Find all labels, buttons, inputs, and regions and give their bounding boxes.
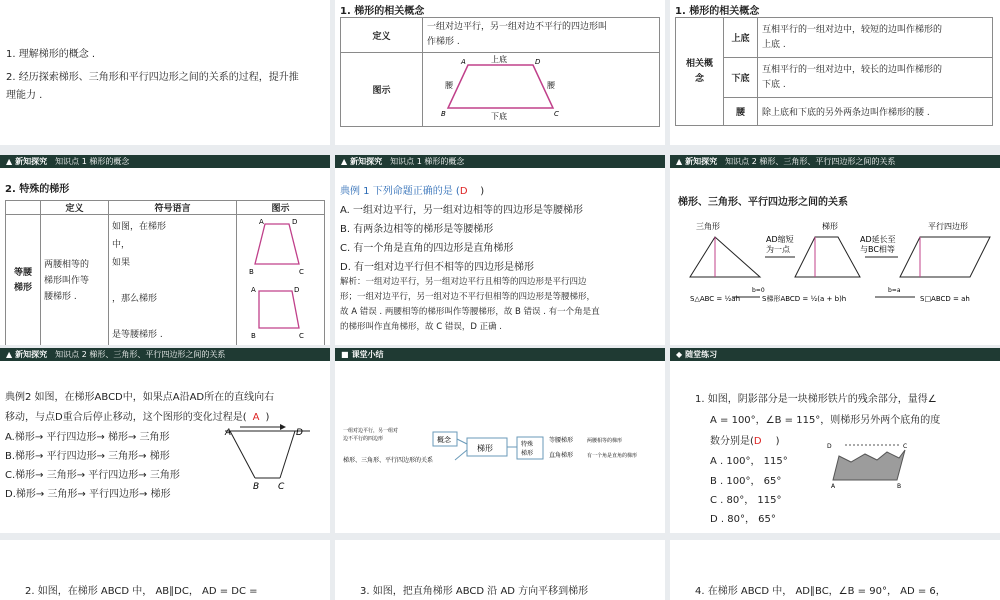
term-upper-base: 上底: [724, 18, 758, 58]
example2-line1: 典例2 如图，在梯形ABCD中，如果点A沿AD所在的直线向右: [5, 392, 275, 403]
slide-trapezoid-terms[interactable]: [670, 0, 1000, 145]
svg-text:A: A: [225, 428, 232, 438]
slide-shape-relations[interactable]: [670, 155, 1000, 345]
svg-text:特殊: 特殊: [521, 441, 534, 448]
term-leg: 腰: [724, 98, 758, 126]
rocket-icon: ▲: [6, 350, 13, 359]
pencil-icon: ◆: [676, 350, 683, 359]
option-b: B. 有两条边相等的梯形是等腰梯形: [340, 224, 494, 235]
svg-text:梯形: 梯形: [822, 222, 838, 231]
svg-text:B: B: [441, 110, 446, 118]
svg-text:B: B: [251, 331, 256, 340]
option-a: A. 一组对边平行，另一组对边相等的四边形是等腰梯形: [340, 205, 584, 216]
slide-header: ◆ 随堂练习: [670, 348, 1000, 361]
option-b: B.梯形→ 平行四边形→ 三角形→ 梯形: [5, 451, 170, 462]
practice1-line3: 数分别是(D ): [710, 436, 780, 447]
section-title: 1. 梯形的相关概念: [675, 6, 760, 17]
slide-practice-2[interactable]: [0, 540, 330, 600]
slide-example-2[interactable]: [0, 348, 330, 533]
option-a: A.梯形→ 平行四边形→ 梯形→ 三角形: [5, 432, 170, 443]
svg-text:一组对边平行，另一组对: 一组对边平行，另一组对: [343, 428, 399, 434]
svg-text:D: D: [827, 443, 832, 450]
row-figure-head: 图示: [341, 53, 423, 127]
slide-trapezoid-concept[interactable]: [335, 0, 665, 145]
svg-text:D: D: [535, 58, 541, 66]
terms-side-head: 相关概 念: [676, 18, 724, 126]
svg-text:直角梯形: 直角梯形: [549, 452, 574, 459]
slide-practice-3[interactable]: [335, 540, 665, 600]
slide-header: ▲ 新知探究 知识点 2 梯形、三角形、平行四边形之间的关系: [0, 348, 330, 361]
term-leg-def: 除上底和下底的另外两条边叫作梯形的腰 .: [758, 98, 993, 126]
relations-title: 梯形、三角形、平行四边形之间的关系: [678, 197, 848, 208]
terms-table: [675, 17, 993, 126]
isosceles-definition: 两腰相等的 梯形叫作等 腰梯形 .: [41, 215, 109, 346]
example-question: 典例 1 下列命题正确的是 (D ): [340, 186, 485, 197]
svg-text:S□ABCD = ah: S□ABCD = ah: [920, 295, 970, 303]
svg-text:A: A: [461, 58, 466, 66]
practice2-text: 2. 如图，在梯形 ABCD 中， AB∥DC， AD = DC =: [25, 586, 258, 597]
objective-2-cont: 理能力 .: [6, 90, 43, 101]
chat-icon: ■: [341, 350, 349, 359]
svg-text:梯形、三角形、平行四边形的关系: 梯形、三角形、平行四边形的关系: [343, 457, 434, 464]
svg-text:C: C: [903, 443, 908, 450]
svg-text:平行四边形: 平行四边形: [928, 222, 968, 231]
col-definition: 定义: [41, 201, 109, 215]
svg-text:等腰梯形: 等腰梯形: [549, 437, 574, 444]
svg-text:概念: 概念: [437, 436, 451, 444]
svg-text:A: A: [831, 483, 836, 490]
svg-text:梯形: 梯形: [477, 444, 493, 453]
section-title: 2. 特殊的梯形: [5, 184, 70, 195]
svg-text:腰: 腰: [445, 81, 453, 90]
svg-text:b=a: b=a: [888, 287, 901, 294]
rocket-icon: ▲: [6, 157, 13, 166]
svg-text:三角形: 三角形: [696, 222, 720, 231]
slide-example-1[interactable]: [335, 155, 665, 345]
svg-text:D: D: [292, 217, 298, 226]
svg-text:D: D: [294, 285, 300, 294]
svg-text:S梯形ABCD = ½(a + b)h: S梯形ABCD = ½(a + b)h: [762, 295, 847, 303]
isosceles-symbol: 如图，在梯形 中， 如果 ，那么梯形 是等腰梯形 .: [109, 215, 237, 346]
col-symbol: 符号语言: [109, 201, 237, 215]
slide-practice-1[interactable]: [670, 348, 1000, 533]
concept-table: [340, 17, 660, 127]
answer-mark: D: [753, 436, 762, 447]
svg-text:有一个角是直角的梯形: 有一个角是直角的梯形: [587, 453, 638, 459]
rocket-icon: ▲: [676, 157, 683, 166]
explanation: 解析：一组对边平行，另一组对边平行且相等的四边形是平行四边 形；一组对边平行，另一组对边不平行但相等的四边形是等腰梯形， 故 A 错误 . 两腰相等的梯形叫作等腰梯形，故 B 错误 . 有一个角是直 的梯形叫作直角梯形，故 C 错误，D 正确 .: [340, 277, 600, 332]
option-d: D. 有一组对边平行但不相等的四边形是梯形: [340, 262, 535, 273]
svg-text:C: C: [299, 267, 304, 276]
practice3-text: 3. 如图，把直角梯形 ABCD 沿 AD 方向平移到梯形: [360, 586, 589, 597]
objective-1: 1. 理解梯形的概念 .: [6, 49, 96, 60]
rocket-icon: ▲: [341, 157, 348, 166]
svg-text:A: A: [251, 285, 256, 294]
mind-map: [335, 408, 665, 528]
trapezoid-figure: [423, 53, 660, 127]
term-upper-base-def: 互相平行的一组对边中，较短的边叫作梯形的 上底 .: [758, 18, 993, 58]
svg-text:梯形: 梯形: [521, 450, 534, 457]
svg-text:C: C: [278, 482, 285, 492]
term-lower-base-def: 互相平行的一组对边中，较长的边叫作梯形的 下底 .: [758, 58, 993, 98]
practice1-line1: 1. 如图，阴影部分是一块梯形铁片的残余部分，量得∠: [695, 394, 937, 405]
practice1-line2: A = 100°，∠B = 115°，则梯形另外两个底角的度: [710, 415, 941, 426]
example2-line2: 移动，与点D重合后停止移动，这个图形的变化过程是( A ): [5, 412, 270, 423]
slide-practice-4[interactable]: [670, 540, 1000, 600]
answer-mark: A: [252, 412, 260, 423]
slide-header: ▲ 新知探究 知识点 1 梯形的概念: [335, 155, 665, 168]
svg-text:b=0: b=0: [752, 287, 765, 294]
option-b: B . 100°， 65°: [710, 476, 782, 487]
broken-trapezoid-figure: [825, 440, 915, 490]
svg-text:两腰相等的梯形: 两腰相等的梯形: [587, 438, 623, 444]
slide-special-trapezoid[interactable]: [0, 155, 330, 345]
answer-mark: D: [459, 186, 468, 197]
relations-diagram: [670, 217, 1000, 327]
moving-trapezoid-figure: [210, 423, 330, 503]
svg-text:A: A: [259, 217, 264, 226]
objective-2: 2. 经历探索梯形、三角形和平行四边形之间的关系的过程，提升推: [6, 72, 299, 83]
svg-text:B: B: [897, 483, 902, 490]
row-definition-text: 一组对边平行，另一组对边不平行的四边形叫 作梯形 .: [423, 18, 660, 53]
option-d: D . 80°， 65°: [710, 514, 776, 525]
svg-text:下底: 下底: [491, 112, 507, 121]
svg-text:上底: 上底: [491, 55, 507, 64]
option-c: C.梯形→ 三角形→ 平行四边形→ 三角形: [5, 470, 180, 481]
svg-text:C: C: [554, 110, 559, 118]
option-c: C. 有一个角是直角的四边形是直角梯形: [340, 243, 514, 254]
row-definition-head: 定义: [341, 18, 423, 53]
slide-header: ■ 课堂小结: [335, 348, 665, 361]
svg-text:B: B: [253, 482, 260, 492]
slide-summary[interactable]: [335, 348, 665, 533]
practice4-text: 4. 在梯形 ABCD 中， AD∥BC，∠B = 90°， AD = 6，: [695, 586, 946, 597]
section-title: 1. 梯形的相关概念: [340, 6, 425, 17]
svg-text:D: D: [296, 428, 303, 438]
col-figure: 图示: [237, 201, 325, 215]
slide-header: ▲ 新知探究 知识点 1 梯形的概念: [0, 155, 330, 168]
svg-text:AD缩短: AD缩短: [766, 235, 794, 244]
svg-text:S△ABC = ½ah: S△ABC = ½ah: [690, 295, 741, 303]
slide-header: ▲ 新知探究 知识点 2 梯形、三角形、平行四边形之间的关系: [670, 155, 1000, 168]
svg-text:C: C: [299, 331, 304, 340]
svg-text:B: B: [249, 267, 254, 276]
option-a: A . 100°， 115°: [710, 456, 788, 467]
option-d: D.梯形→ 三角形→ 平行四边形→ 梯形: [5, 489, 171, 500]
row-isosceles-head: 等腰 梯形: [6, 215, 41, 346]
svg-text:腰: 腰: [547, 81, 555, 90]
option-c: C . 80°， 115°: [710, 495, 782, 506]
isosceles-figures: [237, 215, 325, 346]
svg-text:AD延长至: AD延长至: [860, 235, 896, 244]
term-lower-base: 下底: [724, 58, 758, 98]
special-table: [5, 200, 325, 345]
svg-text:边不平行的四边形: 边不平行的四边形: [343, 436, 384, 442]
slide-objectives[interactable]: [0, 0, 330, 145]
svg-text:与BC相等: 与BC相等: [860, 245, 895, 254]
svg-text:为一点: 为一点: [766, 245, 790, 254]
